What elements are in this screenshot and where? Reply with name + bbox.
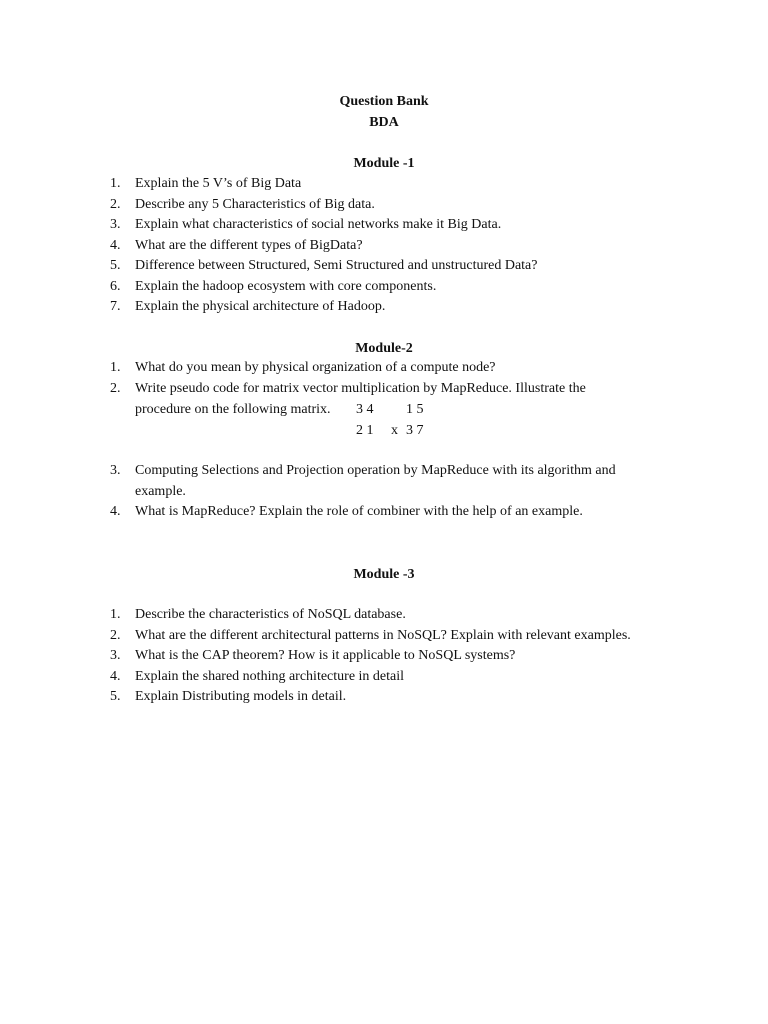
question-number: 4. (110, 237, 121, 253)
question-number: 4. (110, 504, 121, 519)
question-text-continuation: procedure on the following matrix. (135, 401, 331, 417)
matrix-b-row-1: 1 5 (406, 401, 424, 417)
question-number: 2. (110, 381, 121, 396)
question-text: Computing Selections and Projection operation by MapReduce with its algorithm and (135, 463, 616, 478)
module-2-heading: Module-2 (355, 341, 413, 356)
question-number: 1. (110, 360, 121, 375)
matrix-b-row-2: 3 7 (406, 423, 424, 438)
matrix-a-row-1: 3 4 (356, 401, 374, 417)
document-title: Question Bank (339, 94, 429, 109)
matrix-a-row-2: 2 1 (356, 423, 374, 438)
question-text: What are the different architectural patterns in NoSQL? Explain with relevant examples. (135, 627, 631, 643)
question-text: What is the CAP theorem? How is it applicable to NoSQL systems? (135, 648, 516, 663)
question-text: Explain Distributing models in detail. (135, 689, 347, 704)
question-text: Explain what characteristics of social networks make it Big Data. (135, 217, 502, 232)
question-text: Describe any 5 Characteristics of Big data. (135, 196, 375, 212)
question-number: 3. (110, 463, 121, 478)
question-number: 2. (110, 196, 121, 212)
document-subject: BDA (369, 115, 399, 130)
module-1-heading: Module -1 (353, 156, 415, 171)
question-text: What do you mean by physical organization of a compute node? (135, 360, 496, 375)
question-text: Explain the hadoop ecosystem with core components. (135, 278, 437, 294)
question-text: Explain the 5 V’s of Big Data (135, 176, 302, 191)
question-number: 3. (110, 217, 121, 232)
question-text: Write pseudo code for matrix vector multiplication by MapReduce. Illustrate the (135, 381, 586, 396)
question-number: 1. (110, 176, 121, 191)
question-number: 5. (110, 258, 121, 273)
question-number: 7. (110, 299, 121, 314)
question-number: 4. (110, 668, 121, 684)
question-text: Difference between Structured, Semi Structured and unstructured Data? (135, 258, 538, 273)
question-number: 2. (110, 627, 121, 643)
question-text: Explain the shared nothing architecture in detail (135, 668, 405, 684)
question-text: Describe the characteristics of NoSQL database. (135, 607, 406, 622)
question-text: What are the different types of BigData? (135, 237, 363, 253)
question-number: 5. (110, 689, 121, 704)
module-3-heading: Module -3 (353, 567, 415, 582)
question-number: 1. (110, 607, 121, 622)
question-number: 3. (110, 648, 121, 663)
question-number: 6. (110, 278, 121, 294)
matrix-multiply-operator: x (391, 423, 398, 438)
question-text-continuation: example. (135, 483, 186, 499)
question-text: Explain the physical architecture of Hadoop. (135, 299, 386, 314)
question-text: What is MapReduce? Explain the role of combiner with the help of an example. (135, 504, 583, 519)
